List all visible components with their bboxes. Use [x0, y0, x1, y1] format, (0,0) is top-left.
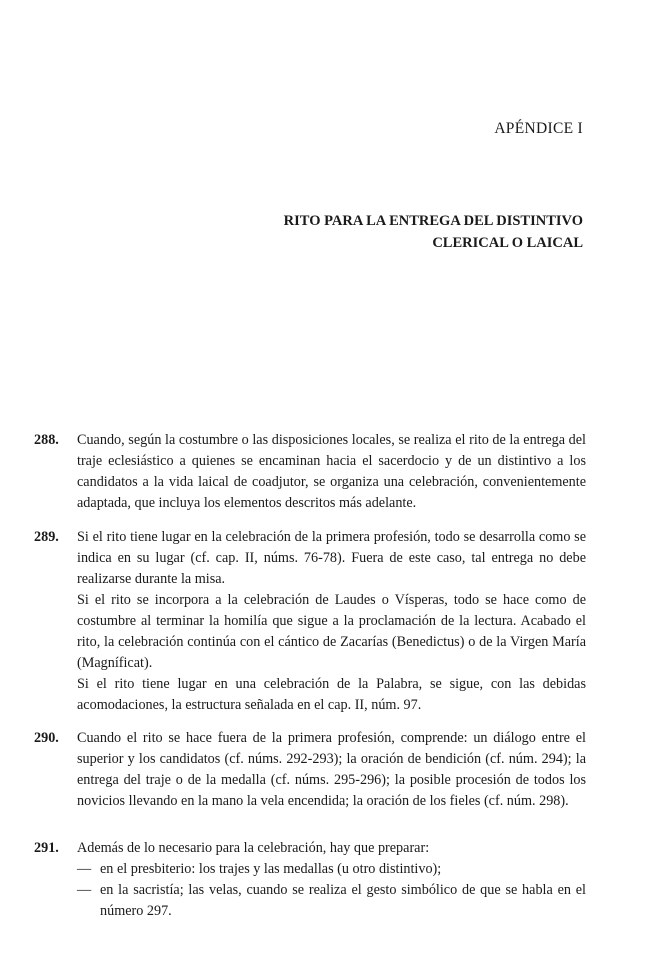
- paragraph-289: [34, 527, 586, 716]
- paragraph-intro: Además de lo necesario para la celebración, hay que preparar:: [77, 840, 430, 856]
- paragraph-text: Cuando, según la costumbre o las disposiciones locales, se realiza el rito de la entrega del traje eclesiástico a quienes se encaminan hacia el sacerdocio y de un distintivo a los candidatos a la vida laical de coadjutor, se organiza una celebración, convenientemente adaptada, que incluya los elementos descritos más adelante.: [77, 432, 586, 511]
- paragraph-291: [34, 838, 586, 922]
- paragraph-288: [34, 430, 586, 514]
- paragraph-number: 291.: [34, 840, 59, 856]
- paragraph-290: [34, 728, 586, 812]
- paragraph-text: Si el rito tiene lugar en una celebración de la Palabra, se sigue, con las debidas acomodaciones, la estructura señalada en el cap. II, núm. 97.: [77, 676, 586, 713]
- paragraph-number: 290.: [34, 730, 59, 746]
- list-dash: —: [77, 882, 92, 898]
- section-title-line-2: CLERICAL O LAICAL: [432, 235, 583, 251]
- list-item-text: en el presbiterio: los trajes y las medallas (u otro distintivo);: [100, 861, 442, 877]
- list-item: [77, 859, 586, 880]
- list-item-text: en la sacristía; las velas, cuando se realiza el gesto simbólico de que se habla en el número 297.: [100, 882, 586, 919]
- paragraph-text: Cuando el rito se hace fuera de la primera profesión, comprende: un diálogo entre el superior y los candidatos (cf. núms. 292-293); la oración de bendición (cf. núm. 294); la entrega del traje o de la medalla (cf. núms. 295-296); la posible procesión de todos los novicios llevando en la mano la vela encendida; la oración de los fieles (cf. núm. 298).: [77, 730, 586, 809]
- appendix-heading: APÉNDICE I: [494, 120, 583, 137]
- list-dash: —: [77, 861, 92, 877]
- section-title-line-1: RITO PARA LA ENTREGA DEL DISTINTIVO: [283, 213, 583, 229]
- paragraph-number: 289.: [34, 529, 59, 545]
- section-title: [284, 210, 583, 254]
- paragraph-text: Si el rito se incorpora a la celebración de Laudes o Vísperas, todo se hace como de costumbre al terminar la homilía que sigue a la proclamación de la lectura. Acabado el rito, la celebración continúa con el cántico de Zacarías (Benedictus) o de la Virgen María (Magníficat).: [77, 592, 586, 671]
- paragraph-number: 288.: [34, 432, 59, 448]
- paragraph-text: Si el rito tiene lugar en la celebración de la primera profesión, todo se desarrolla como se indica en su lugar (cf. cap. II, núms. 76-78). Fuera de este caso, tal entrega no debe realizarse durante la misa.: [77, 529, 586, 587]
- list-item: [77, 880, 586, 922]
